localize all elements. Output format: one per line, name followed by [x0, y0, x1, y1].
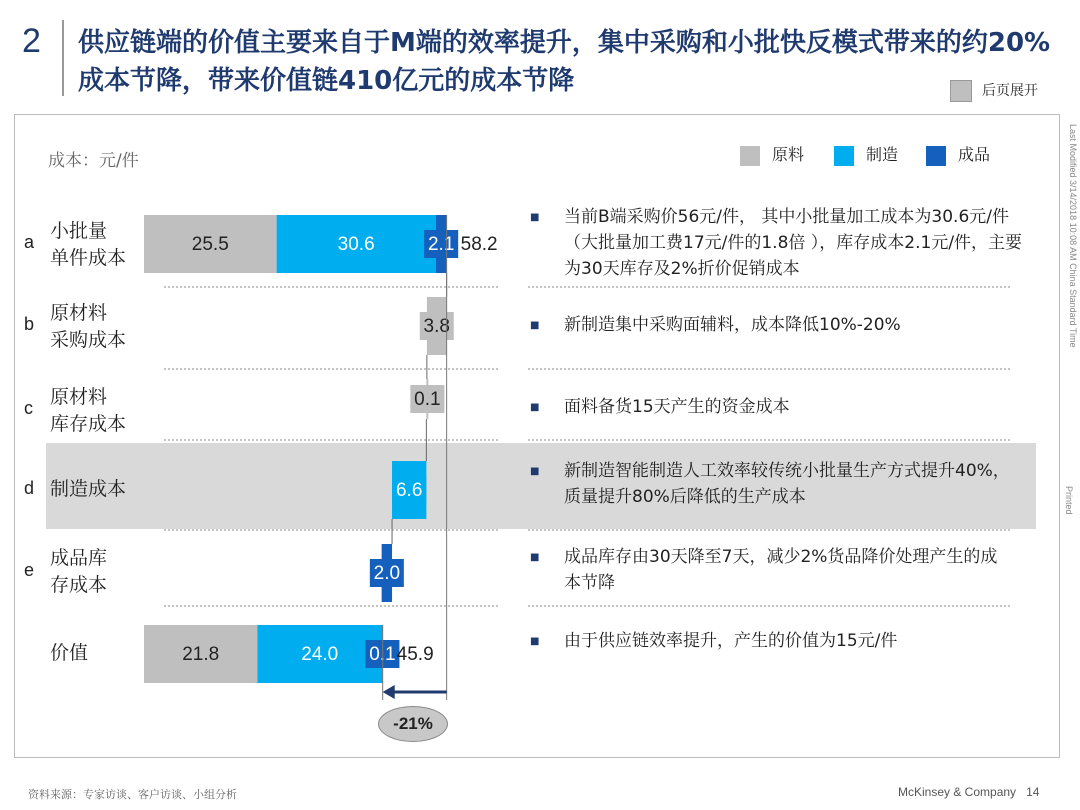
row-letter-d: d	[24, 478, 35, 498]
row-label-c: 原材料 库存成本	[50, 386, 127, 435]
slide-title: 供应链端的价值主要来自于M端的效率提升，集中采购和小批快反模式带来的约20%成本节降，带来价值链410亿元的成本节降	[78, 28, 1051, 96]
legend-label-raw: 原料	[772, 145, 805, 164]
last-modified-note: Last Modified 3/14/2018 10:08 AM China Standard Time	[1068, 124, 1078, 348]
legend-label-finished: 成品	[958, 145, 991, 164]
next-page-label: 后页展开	[982, 83, 1038, 99]
segment-value-label: 30.6	[337, 234, 375, 256]
note-e: 成品库存由30天降至7天，减少2%货品降价处理产生的成本节降	[564, 547, 998, 593]
row-letter-b: b	[24, 314, 35, 334]
note-a: 当前B端采购价56元/件， 其中小批量加工成本为30.6元/件（大批量加工费17元/件的1.8倍 ），库存成本2.1元/件，主要为30天库存及2%折价促销成本	[564, 207, 1023, 279]
note-bullet-a: ■	[530, 212, 540, 223]
note-bullet-c: ■	[530, 402, 540, 413]
company-name: McKinsey & Company	[898, 785, 1017, 799]
note-bullet-e: ■	[530, 552, 540, 563]
change-arrow-head	[383, 685, 395, 699]
printed-note: Printed	[1064, 486, 1074, 515]
row-label-d: 制造成本	[50, 478, 127, 500]
note-b: 新制造集中采购面辅料，成本降低10%-20%	[564, 315, 901, 335]
segment-value-label: 0.1	[369, 644, 396, 666]
decrease-value-label: 2.0	[373, 563, 401, 585]
decrease-value-label: 0.1	[414, 389, 441, 411]
segment-value-label: 21.8	[182, 644, 220, 666]
decrease-value-label: 6.6	[395, 480, 423, 502]
segment-value-label: 25.5	[191, 234, 229, 256]
segment-value-label: 2.1	[427, 234, 455, 256]
note-d: 新制造智能制造人工效率较传统小批量生产方式提升40%，质量提升80%后降低的生产成本	[564, 461, 1010, 507]
legend-item-raw	[740, 142, 804, 166]
legend-swatch-manufacturing	[834, 146, 854, 166]
legend-item-manufacturing	[834, 142, 898, 166]
legend-swatch-raw	[740, 146, 760, 166]
note-c: 面料备货15天产生的资金成本	[564, 397, 790, 417]
note-value: 由于供应链效率提升，产生的价值为15元/件	[564, 631, 898, 651]
legend-label-manufacturing: 制造	[866, 145, 899, 164]
segment-value-label: 24.0	[301, 644, 339, 666]
legend-swatch-finished	[926, 146, 946, 166]
note-bullet-d: ■	[530, 466, 540, 477]
footer	[898, 785, 1039, 799]
decrease-value-label: 3.8	[423, 316, 450, 338]
note-bullet-b: ■	[530, 320, 540, 331]
bar-total-label: 58.2	[460, 234, 498, 256]
change-percent-badge: -21%	[378, 706, 448, 742]
page-number: 14	[1026, 785, 1040, 799]
row-letter-a: a	[24, 232, 35, 252]
row-letter-e: e	[24, 560, 35, 580]
row-label-a: 小批量 单件成本	[50, 220, 127, 269]
legend-item-finished	[926, 142, 990, 166]
source-note: 资料来源：专家访谈、客户访谈、小组分析	[28, 788, 237, 801]
row-label-b: 原材料 采购成本	[50, 302, 127, 351]
row-label-value: 价值	[50, 642, 89, 664]
bar-total-label: 45.9	[396, 644, 434, 666]
row-label-e: 成品库 存成本	[50, 547, 108, 596]
unit-label: 成本：元/件	[48, 151, 139, 171]
slide-number: 2	[22, 22, 41, 60]
note-bullet-value: ■	[530, 636, 540, 647]
row-letter-c: c	[24, 398, 33, 418]
